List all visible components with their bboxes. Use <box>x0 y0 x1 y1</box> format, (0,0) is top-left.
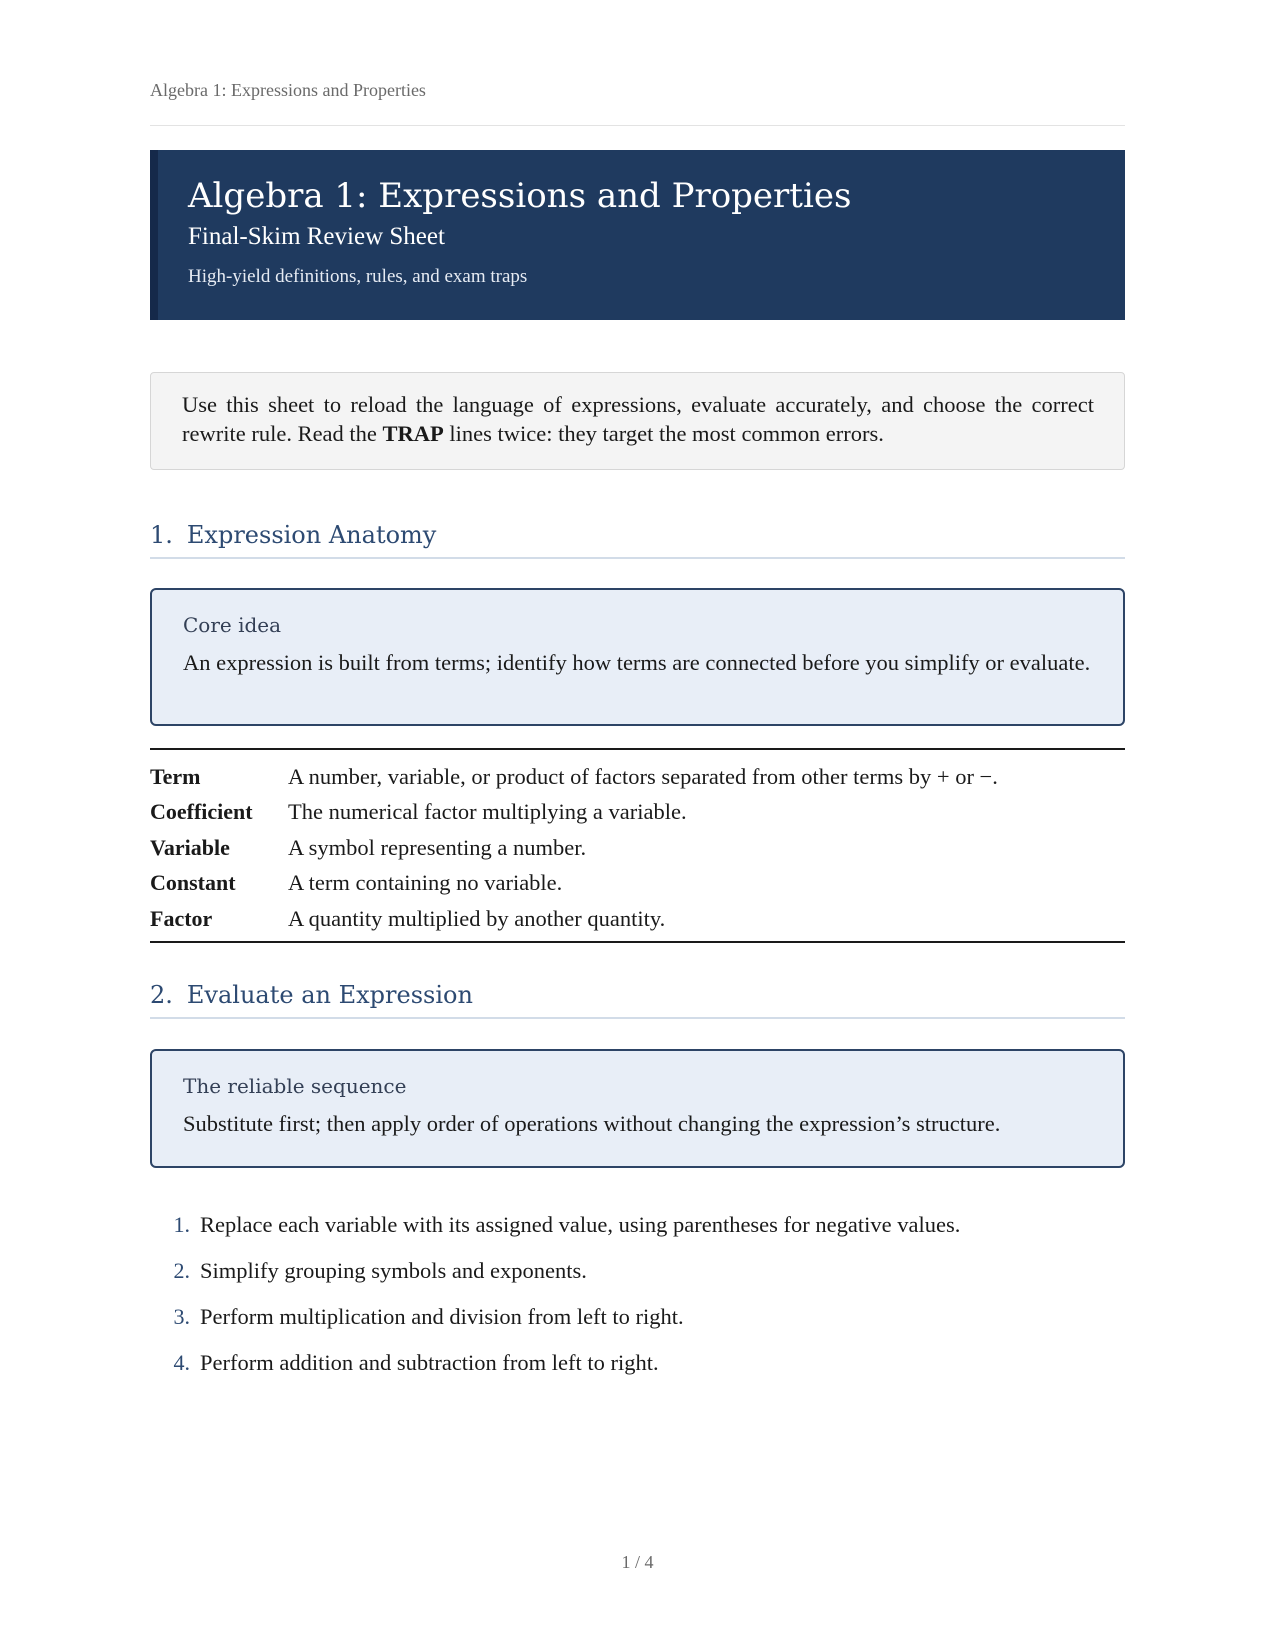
definition-text: A quantity multiplied by another quantity. <box>288 905 666 931</box>
running-header: Algebra 1: Expressions and Properties <box>150 80 426 100</box>
definition-row <box>150 830 1125 866</box>
list-item <box>150 1294 1125 1340</box>
definition-row <box>150 795 1125 831</box>
step-number: 3. <box>173 1304 190 1329</box>
header-divider <box>150 125 1125 126</box>
section-title: Evaluate an Expression <box>186 981 473 1009</box>
definition-term: Constant <box>150 870 236 896</box>
document-title: Algebra 1: Expressions and Properties <box>188 176 852 216</box>
list-item <box>150 1202 1125 1248</box>
title-banner <box>150 150 1125 320</box>
list-item <box>150 1248 1125 1294</box>
step-number: 2. <box>173 1258 190 1283</box>
callout-core-idea <box>150 588 1125 726</box>
page-number: 1 / 4 <box>621 1552 654 1572</box>
section-heading-expression-anatomy <box>150 521 1125 559</box>
definition-row <box>150 901 1125 937</box>
document-tagline: High-yield definitions, rules, and exam traps <box>188 266 528 287</box>
callout-text: An expression is built from terms; identify how terms are connected before you simplify or evaluate. <box>183 650 1091 675</box>
callout-title: Core idea <box>183 613 282 637</box>
definition-term: Variable <box>150 834 230 860</box>
definition-row <box>150 759 1125 795</box>
section-title: Expression Anatomy <box>186 521 437 549</box>
section-number: 2. <box>150 981 173 1009</box>
section-heading-evaluate-expression <box>150 981 1125 1019</box>
intro-box <box>150 372 1125 470</box>
document-subtitle: Final-Skim Review Sheet <box>188 223 445 250</box>
definition-term: Term <box>150 763 201 789</box>
definition-row <box>150 866 1125 902</box>
step-text: Replace each variable with its assigned value, using parentheses for negative values. <box>200 1212 961 1237</box>
evaluation-steps-list <box>150 1202 1125 1386</box>
callout-reliable-sequence <box>150 1049 1125 1168</box>
definition-term: Coefficient <box>150 799 253 825</box>
step-number: 1. <box>173 1212 190 1237</box>
definition-term: Factor <box>150 905 213 931</box>
definitions-table <box>150 748 1125 943</box>
step-text: Simplify grouping symbols and exponents. <box>200 1258 587 1283</box>
intro-text-start: Use this sheet to reload the language of expressions, evaluate accurately, and choose the correct rewrite rule. Read the <box>182 392 1094 446</box>
definition-text: The numerical factor multiplying a variable. <box>288 799 687 825</box>
callout-text: Substitute first; then apply order of operations without changing the expression’s structure. <box>183 1111 1001 1136</box>
step-number: 4. <box>173 1350 190 1375</box>
intro-text-end: lines twice: they target the most common errors. <box>443 421 884 446</box>
step-text: Perform addition and subtraction from left to right. <box>200 1350 659 1375</box>
intro-trap-keyword: TRAP <box>382 421 444 446</box>
list-item <box>150 1340 1125 1386</box>
definition-text: A term containing no variable. <box>288 870 563 896</box>
section-number: 1. <box>150 521 173 549</box>
step-text: Perform multiplication and division from left to right. <box>200 1304 684 1329</box>
definition-text: A symbol representing a number. <box>288 834 587 860</box>
definition-text: A number, variable, or product of factors separated from other terms by + or −. <box>288 763 998 789</box>
callout-title: The reliable sequence <box>183 1074 407 1098</box>
